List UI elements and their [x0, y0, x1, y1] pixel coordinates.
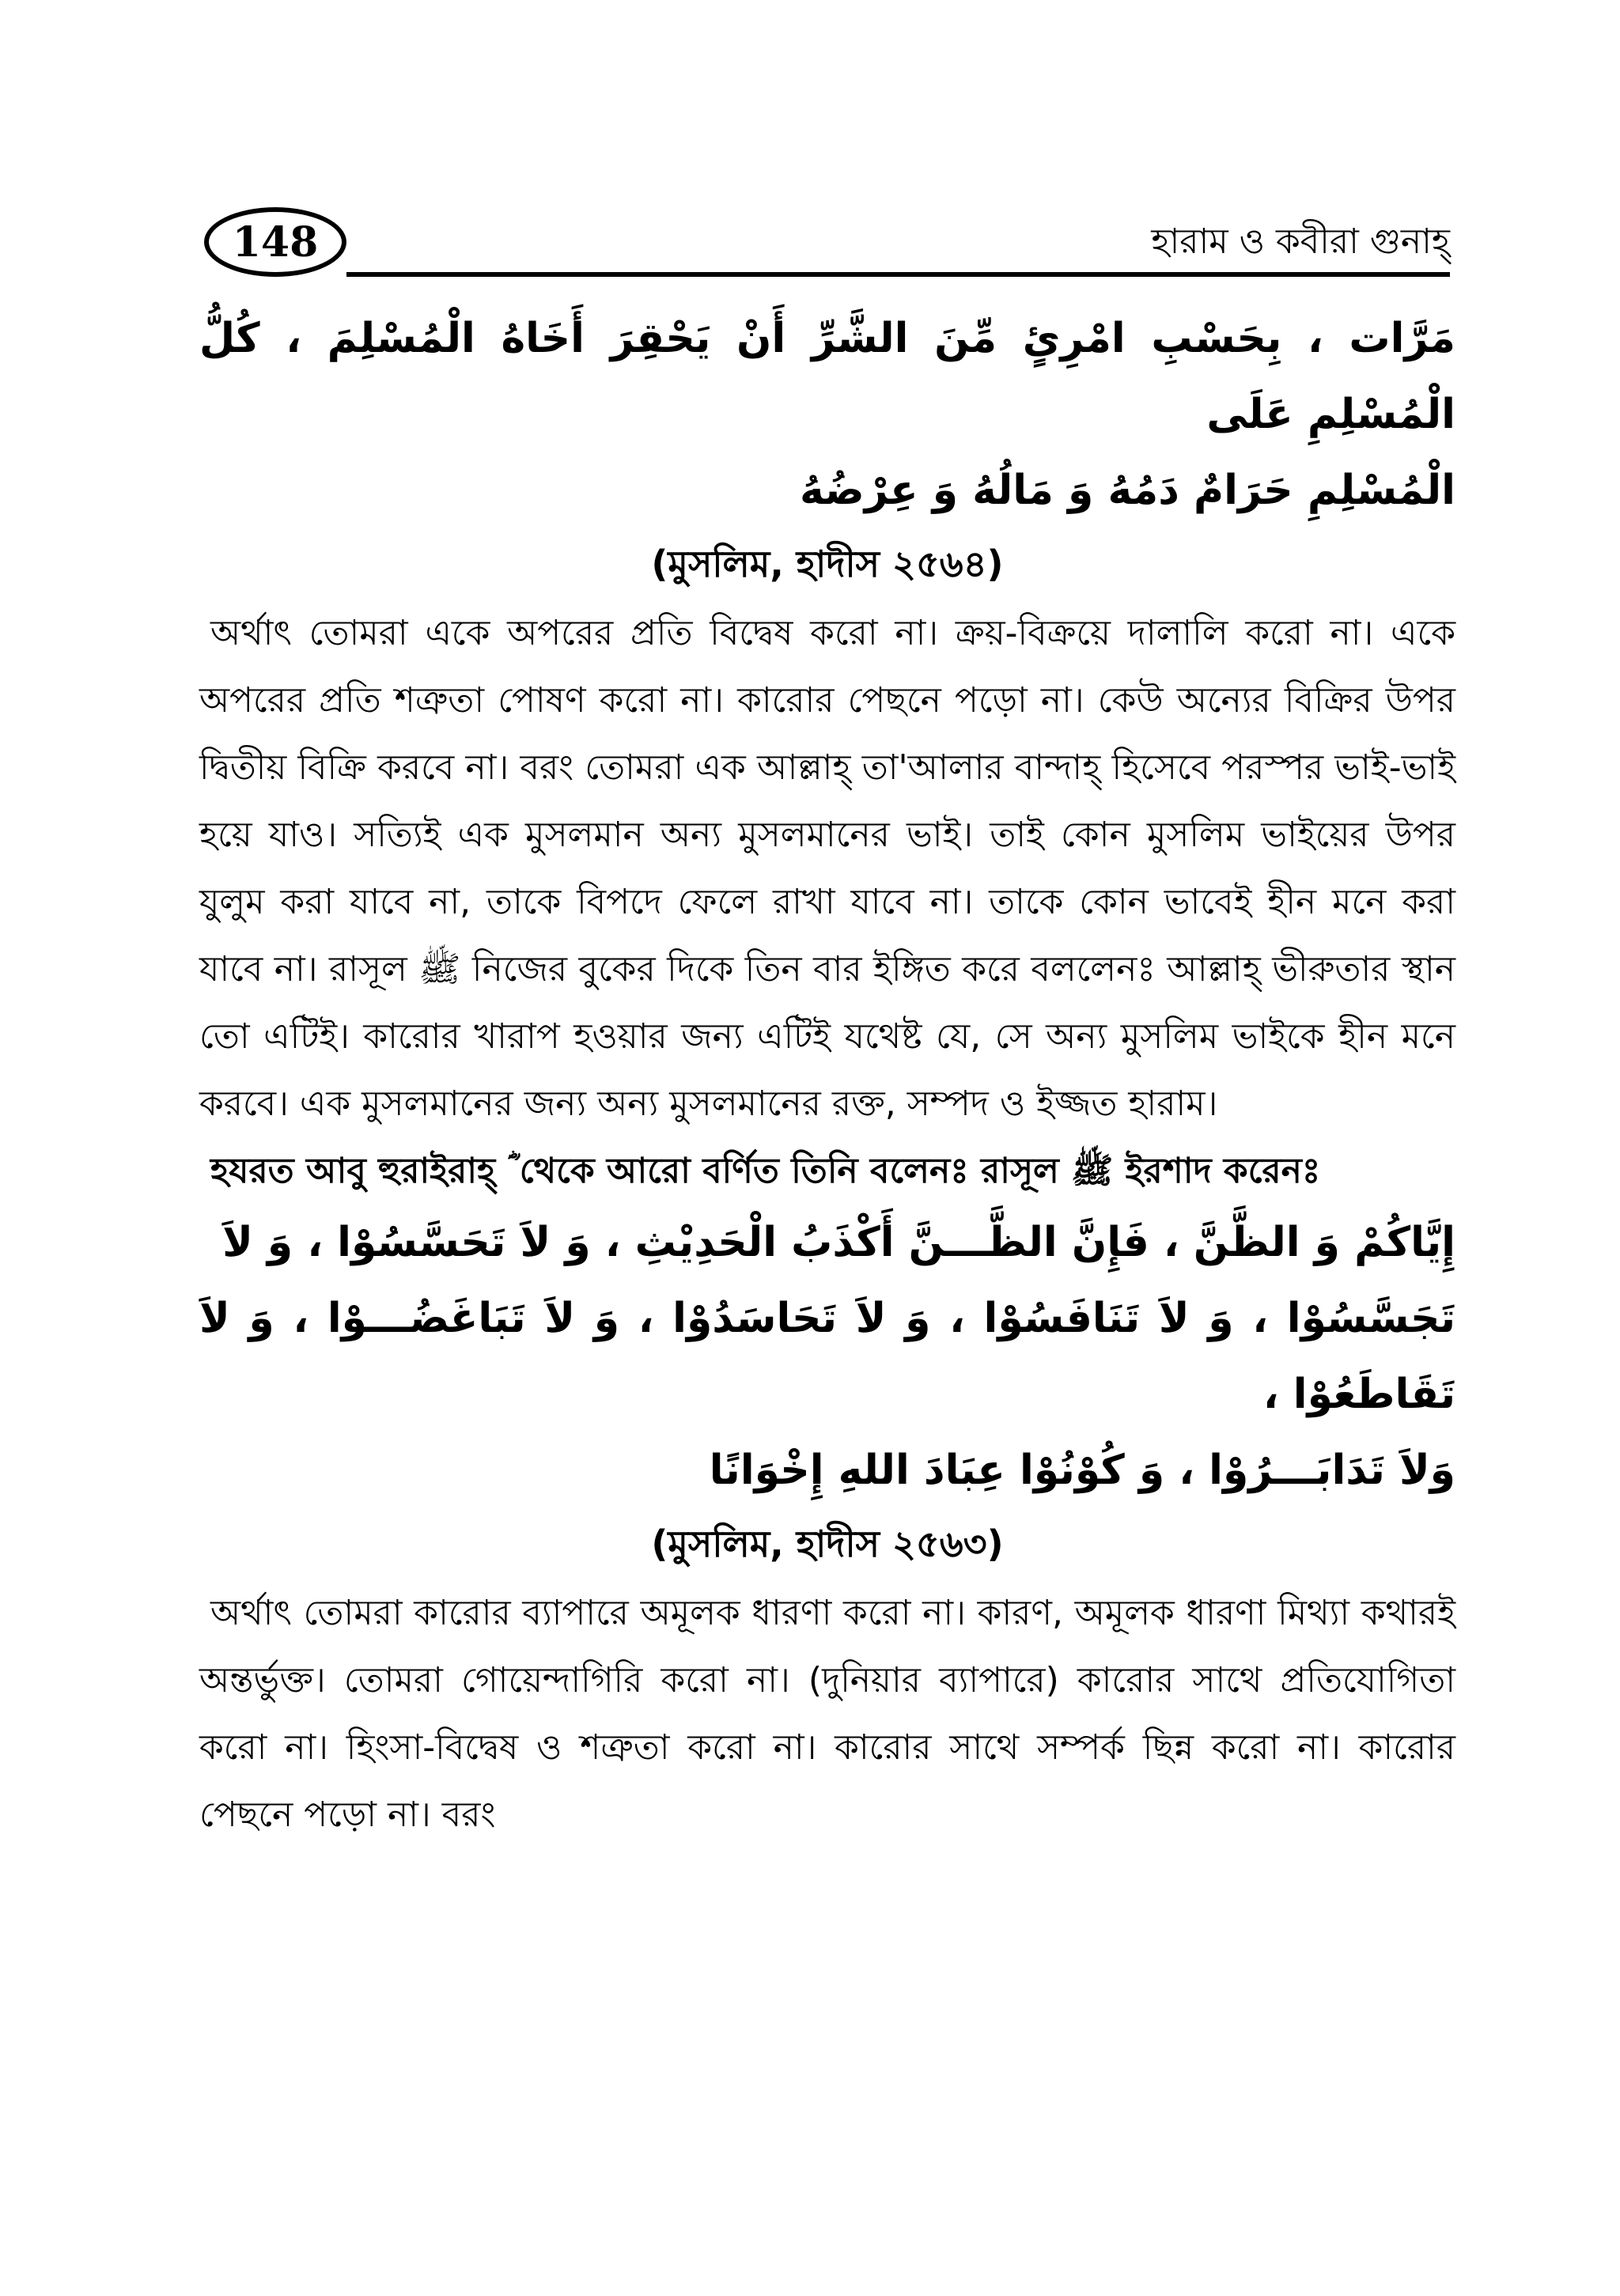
- hadith-1-citation: (মুসলিম, হাদীস ২৫৬৪): [651, 543, 1004, 585]
- arabic-line: تَجَسَّسُوْا ، وَ لاَ تَنَافَسُوْا ، وَ لاَ تَحَاسَدُوْا ، وَ لاَ تَبَاغَضُـــوْا ، وَ لاَ تَقَاطَعُوْا ،: [199, 1295, 1455, 1418]
- hadith-1-arabic: [199, 301, 1455, 528]
- running-title: হারাম ও কবীরা গুনাহ্: [1151, 221, 1450, 262]
- hadith-2-intro: [199, 1137, 1455, 1205]
- page-header: [204, 207, 1450, 280]
- arabic-line: الْمُسْلِمِ حَرَامٌ دَمُهُ وَ مَالُهُ وَ عِرْضُهُ: [799, 467, 1455, 514]
- arabic-line: وَلاَ تَدَابَـــرُوْا ، وَ كُوْنُوْا عِبَادَ اللهِ إِخْوَانًا: [709, 1447, 1455, 1494]
- arabic-line: إِيَّاكُمْ وَ الظَّنَّ ، فَإِنَّ الظَّـــنَّ أَكْذَبُ الْحَدِيْثِ ، وَ لاَ تَحَسَّسُوْا ، وَ لاَ: [222, 1219, 1455, 1266]
- translation-paragraph: অর্থাৎ তোমরা কারোর ব্যাপারে অমূলক ধারণা করো না। কারণ, অমূলক ধারণা মিথ্যা কথারই অন্তর্ভুক্ত। তোমরা গোয়েন্দাগিরি করো না। (দুনিয়ার ব্যাপারে) কারোর সাথে প্রতিযোগিতা করো না। হিংসা-বিদ্বেষ ও শত্রুতা করো না। কারোর সাথে সম্পর্ক ছিন্ন করো না। কারোর পেছনে পড়ো না। বরং: [199, 1593, 1455, 1835]
- arabic-line: مَرَّات ، بِحَسْبِ امْرِئٍ مِّنَ الشَّرِّ أَنْ يَحْقِرَ أَخَاهُ الْمُسْلِمَ ، كُلُّ الْمُسْلِمِ عَلَى: [199, 315, 1455, 438]
- hadith-2-arabic: [199, 1205, 1455, 1508]
- page-body: [199, 301, 1455, 1848]
- hadith-2-citation: (মুসলিম, হাদীস ২৫৬৩): [651, 1522, 1004, 1565]
- narration-intro: হযরত আবু হুরাইরাহ্ ؓ থেকে আরো বর্ণিত তিনি বলেনঃ রাসূল ﷺ ইরশাদ করেনঃ: [210, 1151, 1321, 1191]
- hadith-2-translation: [199, 1579, 1455, 1848]
- page-number: 148: [204, 207, 346, 277]
- hadith-1-translation: [199, 600, 1455, 1137]
- translation-paragraph: অর্থাৎ তোমরা একে অপরের প্রতি বিদ্বেষ করো না। ক্রয়-বিক্রয়ে দালালি করো না। একে অপরের প্রতি শত্রুতা পোষণ করো না। কারোর পেছনে পড়ো না। কেউ অন্যের বিক্রির উপর দ্বিতীয় বিক্রি করবে না। বরং তোমরা এক আল্লাহ্ তা'আলার বান্দাহ্ হিসেবে পরস্পর ভাই-ভাই হয়ে যাও। সত্যিই এক মুসলমান অন্য মুসলমানের ভাই। তাই কোন মুসলিম ভাইয়ের উপর যুলুম করা যাবে না, তাকে বিপদে ফেলে রাখা যাবে না। তাকে কোন ভাবেই হীন মনে করা যাবে না। রাসূল ﷺ নিজের বুকের দিকে তিন বার ইঙ্গিত করে বললেনঃ আল্লাহ্ ভীরুতার স্থান তো এটিই। কারোর খারাপ হওয়ার জন্য এটিই যথেষ্ট যে, সে অন্য মুসলিম ভাইকে হীন মনে করবে। এক মুসলমানের জন্য অন্য মুসলমানের রক্ত, সম্পদ ও ইজ্জত হারাম।: [199, 613, 1455, 1124]
